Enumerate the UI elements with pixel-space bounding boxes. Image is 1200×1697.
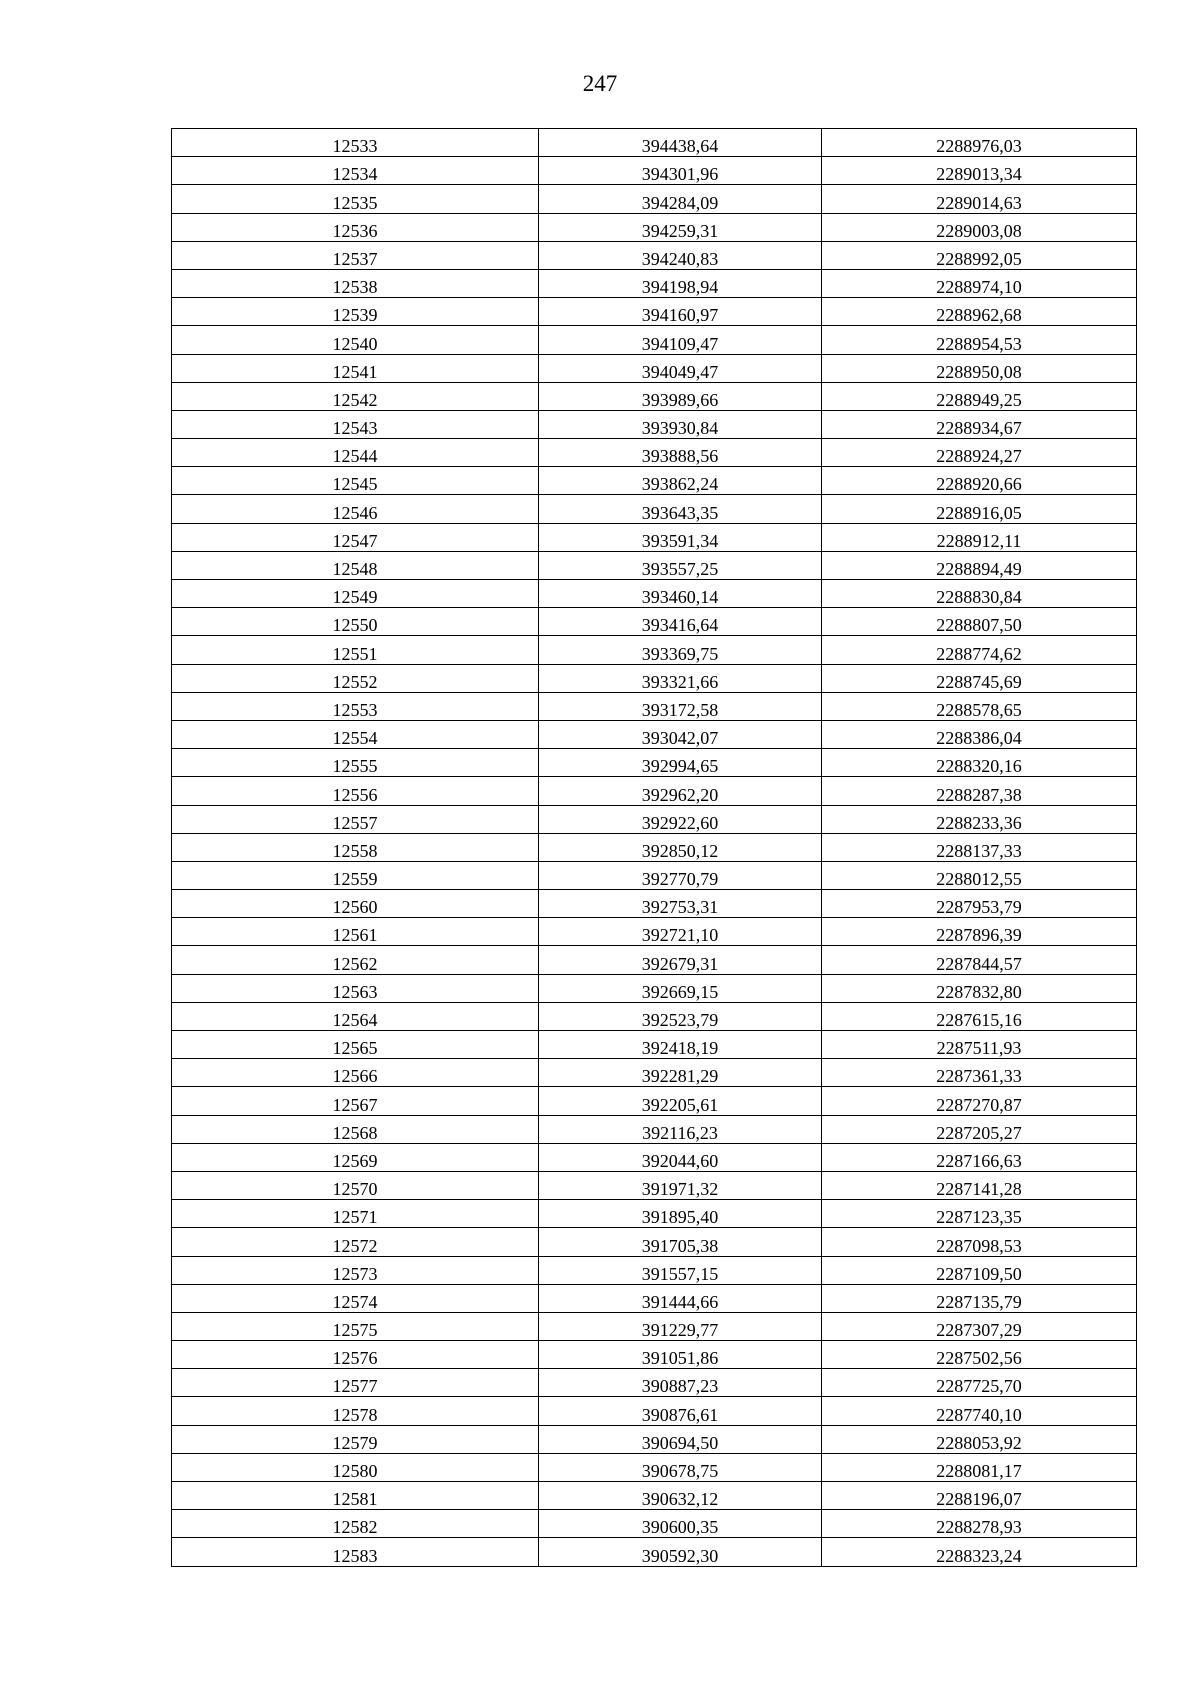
point-number-cell: 12569: [172, 1143, 539, 1171]
table-row: [172, 1171, 1137, 1199]
x-coordinate-cell: 392922,60: [539, 805, 822, 833]
x-coordinate-cell: 392962,20: [539, 777, 822, 805]
y-coordinate-cell: 2288233,36: [822, 805, 1137, 833]
table-row: [172, 1256, 1137, 1284]
point-number-cell: 12540: [172, 326, 539, 354]
point-number-cell: 12582: [172, 1510, 539, 1538]
point-number-cell: 12544: [172, 439, 539, 467]
y-coordinate-cell: 2287502,56: [822, 1341, 1137, 1369]
y-coordinate-cell: 2288081,17: [822, 1453, 1137, 1481]
point-number-cell: 12561: [172, 918, 539, 946]
y-coordinate-cell: 2289013,34: [822, 157, 1137, 185]
point-number-cell: 12552: [172, 664, 539, 692]
x-coordinate-cell: 393416,64: [539, 608, 822, 636]
point-number-cell: 12542: [172, 382, 539, 410]
table-row: [172, 1059, 1137, 1087]
table-row: [172, 523, 1137, 551]
x-coordinate-cell: 391705,38: [539, 1228, 822, 1256]
y-coordinate-cell: 2288278,93: [822, 1510, 1137, 1538]
point-number-cell: 12563: [172, 974, 539, 1002]
x-coordinate-cell: 390694,50: [539, 1425, 822, 1453]
table-row: [172, 1087, 1137, 1115]
point-number-cell: 12548: [172, 551, 539, 579]
x-coordinate-cell: 390600,35: [539, 1510, 822, 1538]
point-number-cell: 12537: [172, 241, 539, 269]
point-number-cell: 12579: [172, 1425, 539, 1453]
table-row: [172, 1312, 1137, 1340]
table-row: [172, 918, 1137, 946]
table-row: [172, 1115, 1137, 1143]
point-number-cell: 12574: [172, 1284, 539, 1312]
table-row: [172, 185, 1137, 213]
x-coordinate-cell: 393557,25: [539, 551, 822, 579]
x-coordinate-cell: 390592,30: [539, 1538, 822, 1566]
y-coordinate-cell: 2288894,49: [822, 551, 1137, 579]
x-coordinate-cell: 394259,31: [539, 213, 822, 241]
table-row: [172, 1482, 1137, 1510]
table-row: [172, 410, 1137, 438]
y-coordinate-cell: 2288807,50: [822, 608, 1137, 636]
y-coordinate-cell: 2287511,93: [822, 1031, 1137, 1059]
point-number-cell: 12546: [172, 495, 539, 523]
x-coordinate-cell: 394198,94: [539, 269, 822, 297]
table-row: [172, 1453, 1137, 1481]
y-coordinate-cell: 2289014,63: [822, 185, 1137, 213]
point-number-cell: 12567: [172, 1087, 539, 1115]
point-number-cell: 12566: [172, 1059, 539, 1087]
table-row: [172, 354, 1137, 382]
x-coordinate-cell: 391229,77: [539, 1312, 822, 1340]
table-row: [172, 1341, 1137, 1369]
point-number-cell: 12535: [172, 185, 539, 213]
point-number-cell: 12572: [172, 1228, 539, 1256]
x-coordinate-cell: 391557,15: [539, 1256, 822, 1284]
y-coordinate-cell: 2288323,24: [822, 1538, 1137, 1566]
table-row: [172, 241, 1137, 269]
table-row: [172, 1425, 1137, 1453]
x-coordinate-cell: 393172,58: [539, 692, 822, 720]
y-coordinate-cell: 2288912,11: [822, 523, 1137, 551]
point-number-cell: 12576: [172, 1341, 539, 1369]
y-coordinate-cell: 2288053,92: [822, 1425, 1137, 1453]
table-row: [172, 495, 1137, 523]
table-row: [172, 439, 1137, 467]
table-row: [172, 580, 1137, 608]
x-coordinate-cell: 391971,32: [539, 1171, 822, 1199]
y-coordinate-cell: 2288012,55: [822, 861, 1137, 889]
table-row: [172, 1031, 1137, 1059]
y-coordinate-cell: 2288974,10: [822, 269, 1137, 297]
point-number-cell: 12570: [172, 1171, 539, 1199]
y-coordinate-cell: 2288745,69: [822, 664, 1137, 692]
point-number-cell: 12559: [172, 861, 539, 889]
y-coordinate-cell: 2288774,62: [822, 636, 1137, 664]
x-coordinate-cell: 394160,97: [539, 298, 822, 326]
table-row: [172, 1369, 1137, 1397]
y-coordinate-cell: 2288320,16: [822, 749, 1137, 777]
point-number-cell: 12568: [172, 1115, 539, 1143]
table-row: [172, 467, 1137, 495]
table-row: [172, 129, 1137, 157]
table-row: [172, 890, 1137, 918]
point-number-cell: 12553: [172, 692, 539, 720]
point-number-cell: 12536: [172, 213, 539, 241]
table-row: [172, 749, 1137, 777]
y-coordinate-cell: 2288962,68: [822, 298, 1137, 326]
x-coordinate-cell: 390678,75: [539, 1453, 822, 1481]
point-number-cell: 12571: [172, 1200, 539, 1228]
x-coordinate-cell: 394284,09: [539, 185, 822, 213]
point-number-cell: 12577: [172, 1369, 539, 1397]
y-coordinate-cell: 2288934,67: [822, 410, 1137, 438]
y-coordinate-cell: 2288950,08: [822, 354, 1137, 382]
x-coordinate-cell: 391895,40: [539, 1200, 822, 1228]
y-coordinate-cell: 2288287,38: [822, 777, 1137, 805]
table-row: [172, 1200, 1137, 1228]
table-row: [172, 777, 1137, 805]
y-coordinate-cell: 2287270,87: [822, 1087, 1137, 1115]
x-coordinate-cell: 392116,23: [539, 1115, 822, 1143]
y-coordinate-cell: 2288976,03: [822, 129, 1137, 157]
page-number: 247: [582, 71, 618, 96]
table-row: [172, 1538, 1137, 1566]
x-coordinate-cell: 392721,10: [539, 918, 822, 946]
table-row: [172, 1143, 1137, 1171]
point-number-cell: 12538: [172, 269, 539, 297]
y-coordinate-cell: 2288830,84: [822, 580, 1137, 608]
table-row: [172, 382, 1137, 410]
point-number-cell: 12573: [172, 1256, 539, 1284]
x-coordinate-cell: 392753,31: [539, 890, 822, 918]
point-number-cell: 12578: [172, 1397, 539, 1425]
point-number-cell: 12575: [172, 1312, 539, 1340]
y-coordinate-cell: 2287141,28: [822, 1171, 1137, 1199]
point-number-cell: 12547: [172, 523, 539, 551]
y-coordinate-cell: 2287307,29: [822, 1312, 1137, 1340]
y-coordinate-cell: 2287832,80: [822, 974, 1137, 1002]
x-coordinate-cell: 393369,75: [539, 636, 822, 664]
point-number-cell: 12543: [172, 410, 539, 438]
y-coordinate-cell: 2287098,53: [822, 1228, 1137, 1256]
point-number-cell: 12556: [172, 777, 539, 805]
y-coordinate-cell: 2287725,70: [822, 1369, 1137, 1397]
table-row: [172, 805, 1137, 833]
x-coordinate-cell: 392205,61: [539, 1087, 822, 1115]
point-number-cell: 12555: [172, 749, 539, 777]
x-coordinate-cell: 392418,19: [539, 1031, 822, 1059]
x-coordinate-cell: 392281,29: [539, 1059, 822, 1087]
table-row: [172, 269, 1137, 297]
x-coordinate-cell: 393888,56: [539, 439, 822, 467]
table-row: [172, 1002, 1137, 1030]
y-coordinate-cell: 2288578,65: [822, 692, 1137, 720]
point-number-cell: 12539: [172, 298, 539, 326]
x-coordinate-cell: 394049,47: [539, 354, 822, 382]
table-row: [172, 1510, 1137, 1538]
point-number-cell: 12583: [172, 1538, 539, 1566]
x-coordinate-cell: 391051,86: [539, 1341, 822, 1369]
table-row: [172, 946, 1137, 974]
point-number-cell: 12558: [172, 833, 539, 861]
table-row: [172, 551, 1137, 579]
y-coordinate-cell: 2288196,07: [822, 1482, 1137, 1510]
y-coordinate-cell: 2288920,66: [822, 467, 1137, 495]
point-number-cell: 12554: [172, 720, 539, 748]
y-coordinate-cell: 2287615,16: [822, 1002, 1137, 1030]
x-coordinate-cell: 390887,23: [539, 1369, 822, 1397]
x-coordinate-cell: 390876,61: [539, 1397, 822, 1425]
y-coordinate-cell: 2288992,05: [822, 241, 1137, 269]
point-number-cell: 12533: [172, 129, 539, 157]
y-coordinate-cell: 2287123,35: [822, 1200, 1137, 1228]
point-number-cell: 12541: [172, 354, 539, 382]
table-row: [172, 692, 1137, 720]
x-coordinate-cell: 393321,66: [539, 664, 822, 692]
x-coordinate-cell: 392770,79: [539, 861, 822, 889]
table-row: [172, 298, 1137, 326]
x-coordinate-cell: 392679,31: [539, 946, 822, 974]
point-number-cell: 12534: [172, 157, 539, 185]
x-coordinate-cell: 391444,66: [539, 1284, 822, 1312]
x-coordinate-cell: 394109,47: [539, 326, 822, 354]
point-number-cell: 12549: [172, 580, 539, 608]
x-coordinate-cell: 393643,35: [539, 495, 822, 523]
x-coordinate-cell: 390632,12: [539, 1482, 822, 1510]
point-number-cell: 12564: [172, 1002, 539, 1030]
table-row: [172, 720, 1137, 748]
x-coordinate-cell: 393591,34: [539, 523, 822, 551]
point-number-cell: 12581: [172, 1482, 539, 1510]
x-coordinate-cell: 394301,96: [539, 157, 822, 185]
point-number-cell: 12560: [172, 890, 539, 918]
y-coordinate-cell: 2288137,33: [822, 833, 1137, 861]
y-coordinate-cell: 2287953,79: [822, 890, 1137, 918]
x-coordinate-cell: 393930,84: [539, 410, 822, 438]
table-row: [172, 861, 1137, 889]
x-coordinate-cell: 393862,24: [539, 467, 822, 495]
table-row: [172, 1284, 1137, 1312]
y-coordinate-cell: 2287361,33: [822, 1059, 1137, 1087]
y-coordinate-cell: 2287740,10: [822, 1397, 1137, 1425]
table-row: [172, 636, 1137, 664]
point-number-cell: 12550: [172, 608, 539, 636]
table-row: [172, 326, 1137, 354]
x-coordinate-cell: 393460,14: [539, 580, 822, 608]
x-coordinate-cell: 392044,60: [539, 1143, 822, 1171]
table-row: [172, 1228, 1137, 1256]
y-coordinate-cell: 2288949,25: [822, 382, 1137, 410]
x-coordinate-cell: 393989,66: [539, 382, 822, 410]
table-row: [172, 608, 1137, 636]
x-coordinate-cell: 392523,79: [539, 1002, 822, 1030]
x-coordinate-cell: 392669,15: [539, 974, 822, 1002]
y-coordinate-cell: 2287166,63: [822, 1143, 1137, 1171]
point-number-cell: 12565: [172, 1031, 539, 1059]
y-coordinate-cell: 2289003,08: [822, 213, 1137, 241]
table-row: [172, 213, 1137, 241]
y-coordinate-cell: 2287109,50: [822, 1256, 1137, 1284]
x-coordinate-cell: 392850,12: [539, 833, 822, 861]
x-coordinate-cell: 392994,65: [539, 749, 822, 777]
point-number-cell: 12545: [172, 467, 539, 495]
x-coordinate-cell: 393042,07: [539, 720, 822, 748]
coordinates-table: [171, 128, 1137, 1567]
y-coordinate-cell: 2288954,53: [822, 326, 1137, 354]
table-row: [172, 974, 1137, 1002]
point-number-cell: 12551: [172, 636, 539, 664]
x-coordinate-cell: 394240,83: [539, 241, 822, 269]
coordinates-table-body: [172, 129, 1137, 1567]
table-row: [172, 1397, 1137, 1425]
table-row: [172, 664, 1137, 692]
table-row: [172, 833, 1137, 861]
x-coordinate-cell: 394438,64: [539, 129, 822, 157]
point-number-cell: 12557: [172, 805, 539, 833]
point-number-cell: 12562: [172, 946, 539, 974]
y-coordinate-cell: 2288924,27: [822, 439, 1137, 467]
y-coordinate-cell: 2288386,04: [822, 720, 1137, 748]
y-coordinate-cell: 2287205,27: [822, 1115, 1137, 1143]
y-coordinate-cell: 2288916,05: [822, 495, 1137, 523]
table-row: [172, 157, 1137, 185]
y-coordinate-cell: 2287135,79: [822, 1284, 1137, 1312]
y-coordinate-cell: 2287896,39: [822, 918, 1137, 946]
point-number-cell: 12580: [172, 1453, 539, 1481]
y-coordinate-cell: 2287844,57: [822, 946, 1137, 974]
